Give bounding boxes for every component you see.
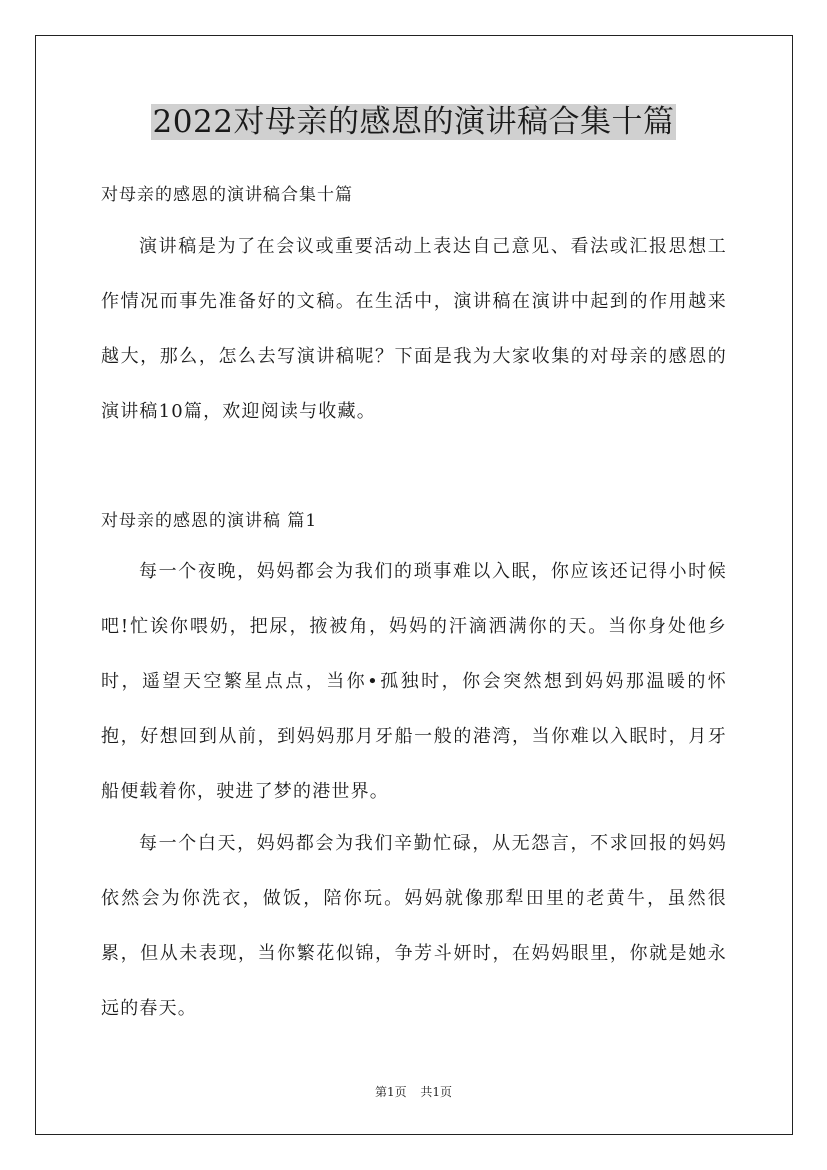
intro-paragraph: 演讲稿是为了在会议或重要活动上表达自己意见、看法或汇报思想工作情况而事先准备好的文稿。在生活中，演讲稿在演讲中起到的作用越来越大，那么，怎么去写演讲稿呢？下面是我为大家收集的对母亲的感恩的演讲稿10篇，欢迎阅读与收藏。 (101, 236, 727, 422)
document-title-text: 2022对母亲的感恩的演讲稿合集十篇 (152, 104, 675, 140)
page-number: 第1页 (374, 1085, 407, 1099)
document-title (0, 100, 827, 144)
section-heading: 对母亲的感恩的演讲稿 篇1 (101, 511, 318, 531)
document-subtitle: 对母亲的感恩的演讲稿合集十篇 (101, 185, 353, 205)
body-paragraph: 每一个夜晚，妈妈都会为我们的琐事难以入眠，你应该还记得小时候吧!忙诶你喂奶，把尿，掖被角，妈妈的汗滴洒满你的天。当你身处他乡时，遥望天空繁星点点，当你•孤独时，你会突然想到妈妈那温暖的怀抱，好想回到从前，到妈妈那月牙船一般的港湾，当你难以入眠时，月牙船便载着你，驶进了梦的港世界。 (101, 561, 727, 802)
page-total: 共1页 (420, 1085, 453, 1099)
body-paragraph: 每一个白天，妈妈都会为我们辛勤忙碌，从无怨言，不求回报的妈妈依然会为你洗衣，做饭，陪你玩。妈妈就像那犁田里的老黄牛，虽然很累，但从未表现，当你繁花似锦，争芳斗妍时，在妈妈眼里，你就是她永远的春天。 (101, 833, 727, 1019)
page-footer (0, 1084, 827, 1100)
